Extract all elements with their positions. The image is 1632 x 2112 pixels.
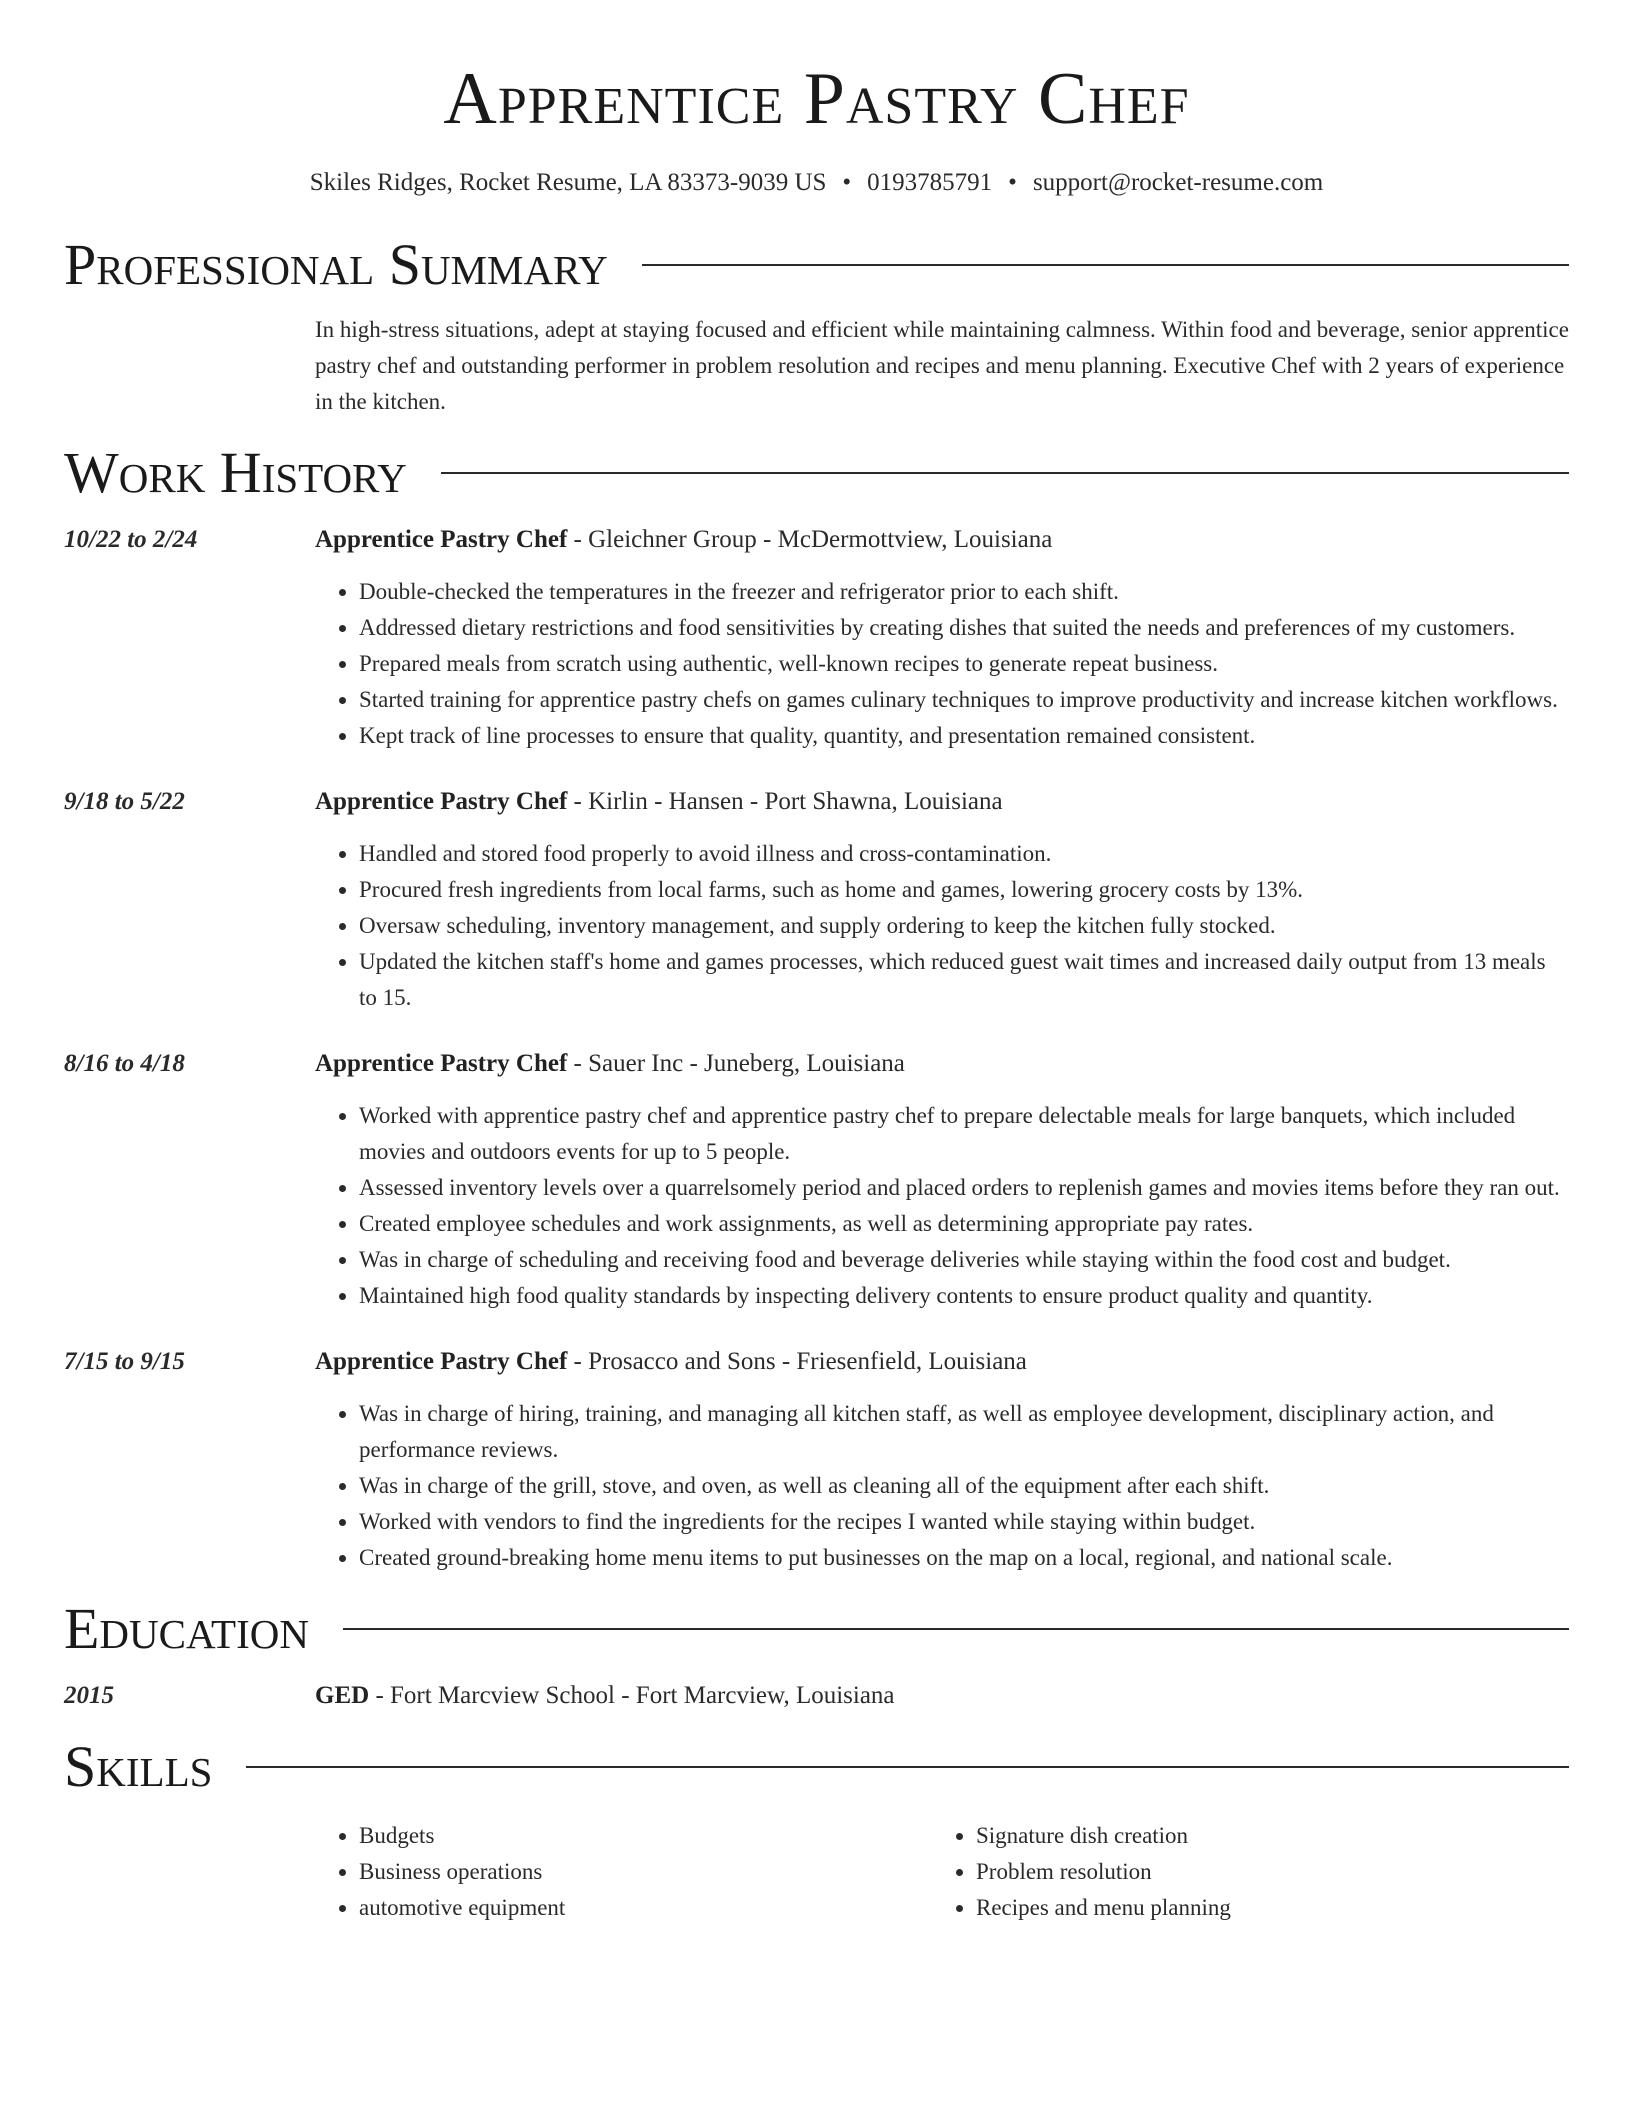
job-bullet: • Addressed dietary restrictions and food sensitivities by creating dishes that suited the needs and preferences of my customers.: [359, 610, 1569, 646]
job-bullet: • Worked with apprentice pastry chef and apprentice pastry chef to prepare delectable meals for large banquets, which included movies and outdoors events for up to 5 people.: [359, 1098, 1569, 1170]
skill-item: • Business operations: [359, 1854, 932, 1890]
skill-item: • Problem resolution: [976, 1854, 1549, 1890]
work-heading: Work History: [64, 440, 407, 505]
summary-heading: Professional Summary: [64, 232, 608, 297]
job-bullets: [315, 836, 1569, 1016]
job-title: Apprentice Pastry Chef: [315, 1050, 568, 1077]
contact-separator: •: [1008, 169, 1017, 196]
job-dates: 8/16 to 4/18: [64, 1050, 185, 1077]
contact-line: [64, 168, 1569, 198]
job-entry: [64, 784, 1569, 1016]
job-employer: - Gleichner Group - McDermottview, Louisiana: [567, 526, 1053, 553]
education-year: 2015: [64, 1682, 114, 1709]
education-degree: GED: [315, 1682, 370, 1709]
job-heading-text: [315, 1046, 905, 1082]
skill-item: • Budgets: [359, 1818, 932, 1854]
job-employer: - Kirlin - Hansen - Port Shawna, Louisiana: [567, 788, 1003, 815]
job-heading-text: [315, 784, 1003, 820]
section-divider: [343, 1628, 1569, 1630]
skills-heading: Skills: [64, 1734, 213, 1799]
job-entry: [64, 1344, 1569, 1576]
job-bullet: • Was in charge of hiring, training, and managing all kitchen staff, as well as employee development, disciplinary action, and performance reviews.: [359, 1396, 1569, 1468]
work-section-heading: [64, 440, 1569, 506]
job-bullet: • Started training for apprentice pastry chefs on games culinary techniques to improve productivity and increase kitchen workflows.: [359, 682, 1569, 718]
job-bullets: [315, 574, 1569, 754]
education-heading-text: [315, 1678, 895, 1714]
job-bullet: • Created employee schedules and work assignments, as well as determining appropriate pay rates.: [359, 1206, 1569, 1242]
summary-section-heading: [64, 232, 1569, 298]
skill-item: • automotive equipment: [359, 1890, 932, 1926]
education-entry: [64, 1678, 1569, 1714]
job-entry: [64, 522, 1569, 754]
job-employer: - Sauer Inc - Juneberg, Louisiana: [567, 1050, 905, 1077]
job-header: [64, 784, 1569, 820]
job-bullet: • Maintained high food quality standards by inspecting delivery contents to ensure product quality and quantity.: [359, 1278, 1569, 1314]
job-bullets: [315, 1098, 1569, 1314]
education-heading: Education: [64, 1596, 309, 1661]
job-bullet: • Assessed inventory levels over a quarrelsomely period and placed orders to replenish games and movies items before they ran out.: [359, 1170, 1569, 1206]
job-header: [64, 1344, 1569, 1380]
job-bullets: [315, 1396, 1569, 1576]
section-divider: [642, 264, 1569, 266]
job-bullet: • Was in charge of scheduling and receiving food and beverage deliveries while staying within the food cost and budget.: [359, 1242, 1569, 1278]
contact-phone: 0193785791: [867, 169, 993, 196]
job-title: Apprentice Pastry Chef: [315, 526, 568, 553]
section-divider: [441, 472, 1569, 474]
section-divider: [246, 1766, 1569, 1768]
skills-section-heading: [64, 1734, 1569, 1800]
job-heading-text: [315, 522, 1052, 558]
job-bullet: • Prepared meals from scratch using authentic, well-known recipes to generate repeat business.: [359, 646, 1569, 682]
job-title: Apprentice Pastry Chef: [315, 788, 568, 815]
job-bullet: • Was in charge of the grill, stove, and oven, as well as cleaning all of the equipment after each shift.: [359, 1468, 1569, 1504]
skills-column-left: [315, 1818, 932, 1926]
resume-page: [64, 0, 1569, 1926]
job-bullet: • Handled and stored food properly to avoid illness and cross-contamination.: [359, 836, 1569, 872]
job-bullet: • Updated the kitchen staff's home and games processes, which reduced guest wait times and increased daily output from 13 meals to 15.: [359, 944, 1569, 1016]
job-bullet: • Double-checked the temperatures in the freezer and refrigerator prior to each shift.: [359, 574, 1569, 610]
education-section-heading: [64, 1596, 1569, 1662]
candidate-name: Apprentice Pastry Chef: [443, 58, 1190, 140]
education-school: - Fort Marcview School - Fort Marcview, Louisiana: [369, 1682, 895, 1709]
skills-column-right: [932, 1818, 1549, 1926]
job-header: [64, 522, 1569, 558]
summary-text: In high-stress situations, adept at staying focused and efficient while maintaining calmness. Within food and beverage, senior apprentice pastry chef and outstanding performer in problem resolution and recipes and menu planning. Executive Chef with 2 years of experience in the kitchen.: [315, 317, 1569, 414]
job-bullet: • Created ground-breaking home menu items to put businesses on the map on a local, regional, and national scale.: [359, 1540, 1569, 1576]
contact-separator: •: [842, 169, 852, 196]
contact-address: Skiles Ridges, Rocket Resume, LA 83373-9039 US: [309, 169, 827, 196]
job-dates: 9/18 to 5/22: [64, 788, 185, 815]
job-entry: [64, 1046, 1569, 1314]
job-bullet: • Procured fresh ingredients from local farms, such as home and games, lowering grocery costs by 13%.: [359, 872, 1569, 908]
job-header: [64, 1046, 1569, 1082]
job-heading-text: [315, 1344, 1027, 1380]
contact-email: support@rocket-resume.com: [1032, 169, 1324, 196]
job-dates: 7/15 to 9/15: [64, 1348, 185, 1375]
job-title: Apprentice Pastry Chef: [315, 1348, 568, 1375]
job-dates: 10/22 to 2/24: [64, 526, 198, 553]
skill-item: • Recipes and menu planning: [976, 1890, 1549, 1926]
skills-list: [315, 1818, 1569, 1926]
skill-item: • Signature dish creation: [976, 1818, 1549, 1854]
job-bullet: • Kept track of line processes to ensure that quality, quantity, and presentation remained consistent.: [359, 718, 1569, 754]
job-bullet: • Oversaw scheduling, inventory management, and supply ordering to keep the kitchen fully stocked.: [359, 908, 1569, 944]
job-bullet: • Worked with vendors to find the ingredients for the recipes I wanted while staying within budget.: [359, 1504, 1569, 1540]
job-employer: - Prosacco and Sons - Friesenfield, Louisiana: [567, 1348, 1027, 1375]
